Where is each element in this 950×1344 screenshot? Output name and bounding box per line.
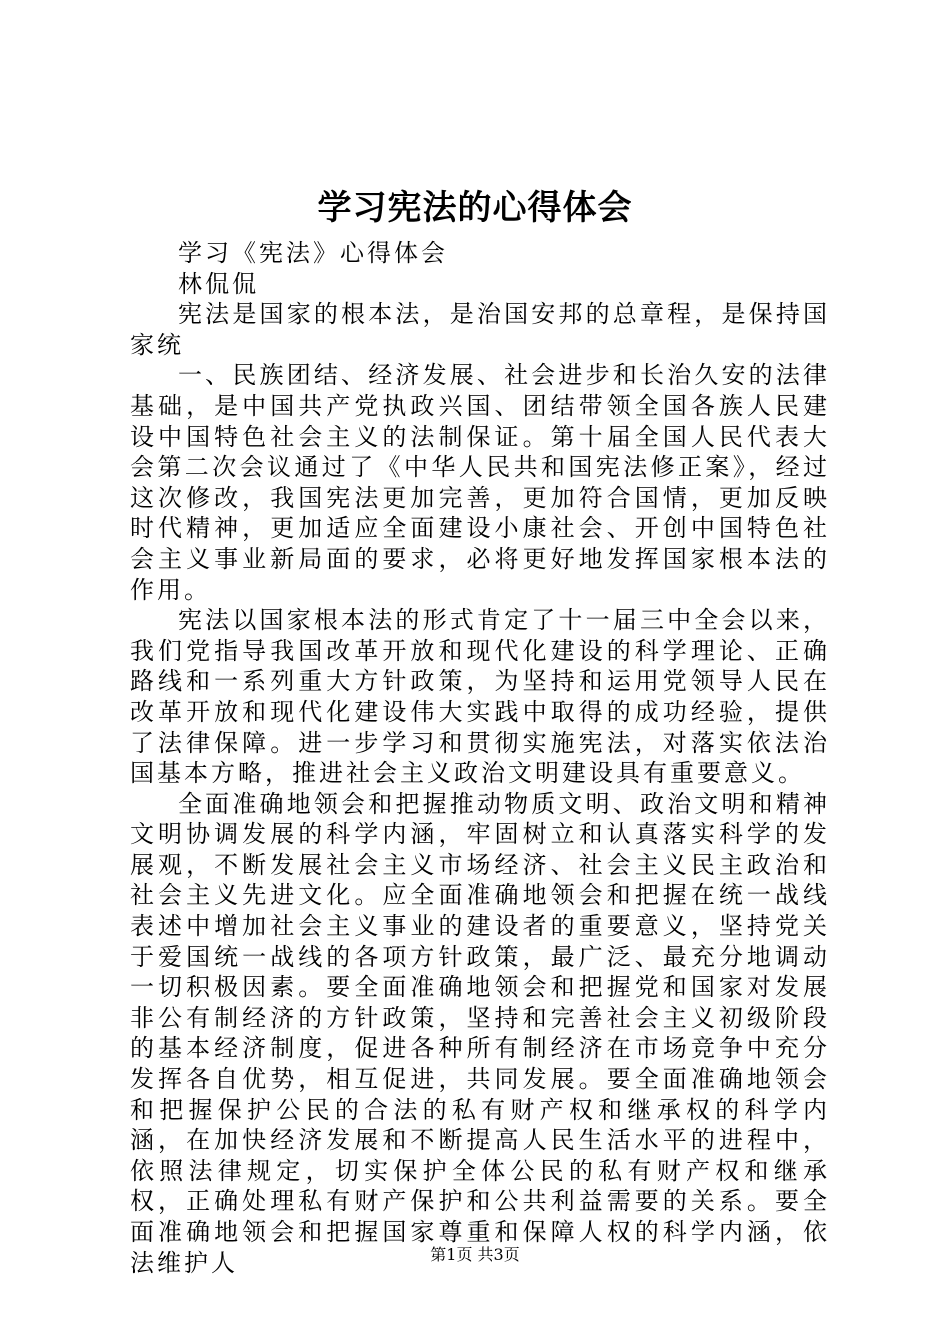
subtitle-paragraph: 学习《宪法》心得体会 (178, 239, 448, 267)
body-paragraph: 宪法以国家根本法的形式肯定了十一届三中全会以来，我们党指导我国改革开放和现代化建设的科学理论、正确路线和一系列重大方针政策，为坚持和运用党领导人民在改革开放和现代化建设伟大实践中取得的成功经验，提供了法律保障。进一步学习和贯彻实施宪法，对落实依法治国基本方略，推进社会主义政治文明建设具有重要意义。 (130, 606, 830, 788)
page-number-footer: 第1页 共3页 (430, 1245, 520, 1264)
body-paragraph: 全面准确地领会和把握推动物质文明、政治文明和精神文明协调发展的科学内涵，牢固树立和认真落实科学的发展观，不断发展社会主义市场经济、社会主义民主政治和社会主义先进文化。应全面准确地领会和把握在统一战线表述中增加社会主义事业的建设者的重要意义，坚持党关于爱国统一战线的各项方针政策，最广泛、最充分地调动一切积极因素。要全面准确地领会和把握党和国家对发展非公有制经济的方针政策，坚持和完善社会主义初级阶段的基本经济制度，促进各种所有制经济在市场竞争中充分发挥各自优势，相互促进，共同发展。要全面准确地领会和把握保护公民的合法的私有财产权和继承权的科学内涵，在加快经济发展和不断提高人民生活水平的进程中，依照法律规定，切实保护全体公民的私有财产权和继承权，正确处理私有财产保护和公共利益需要的关系。要全面准确地领会和把握国家尊重和保障人权的科学内涵，依法维护人 (130, 789, 830, 1277)
document-title: 学习宪法的心得体会 (317, 188, 633, 228)
body-paragraph: 一、民族团结、经济发展、社会进步和长治久安的法律基础，是中国共产党执政兴国、团结带领全国各族人民建设中国特色社会主义的法制保证。第十届全国人民代表大会第二次会议通过了《中华人民共和国宪法修正案》，经过这次修改，我国宪法更加完善，更加符合国情，更加反映时代精神，更加适应全面建设小康社会、开创中国特色社会主义事业新局面的要求，必将更好地发挥国家根本法的作用。 (130, 361, 830, 604)
author-paragraph: 林侃侃 (178, 269, 259, 298)
document-body (130, 238, 830, 1278)
body-paragraph: 宪法是国家的根本法，是治国安邦的总章程，是保持国家统 (130, 300, 830, 359)
